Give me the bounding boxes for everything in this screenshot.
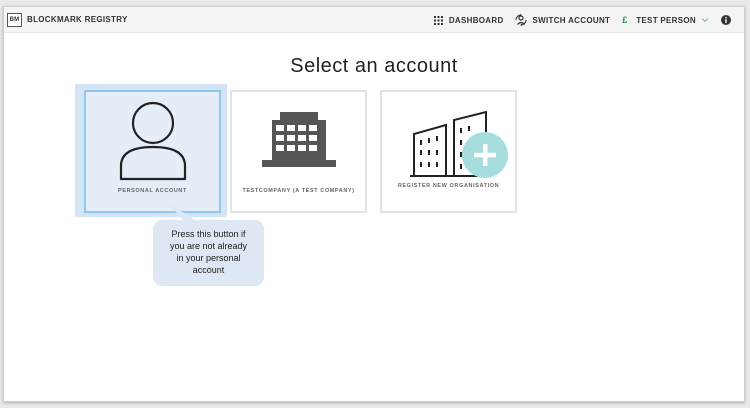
account-label: TESTCOMPANY (A TEST COMPANY) bbox=[242, 188, 355, 194]
switch-account-icon bbox=[515, 14, 527, 26]
user-menu[interactable]: TEST PERSON bbox=[636, 15, 696, 25]
currency-icon[interactable]: £ bbox=[622, 15, 628, 25]
page-title: Select an account bbox=[290, 55, 458, 77]
nav-menu bbox=[434, 7, 744, 33]
tooltip-line: you are not already bbox=[169, 241, 248, 251]
brand-name: BLOCKMARK REGISTRY bbox=[27, 15, 128, 24]
app-window bbox=[3, 6, 745, 402]
add-organisation-icon bbox=[382, 92, 515, 211]
info-icon[interactable] bbox=[721, 15, 731, 25]
grid-icon bbox=[434, 16, 443, 25]
switch-account-label: SWITCH ACCOUNT bbox=[532, 15, 611, 25]
dashboard-link[interactable] bbox=[434, 16, 504, 25]
tooltip-line: in your personal bbox=[176, 253, 241, 263]
brand-logo: BM bbox=[7, 13, 22, 27]
account-label: REGISTER NEW ORGANISATION bbox=[397, 183, 500, 189]
switch-account-link[interactable] bbox=[515, 14, 611, 26]
account-label: PERSONAL ACCOUNT bbox=[118, 188, 187, 194]
tooltip-arrow bbox=[4, 7, 264, 237]
dashboard-label: DASHBOARD bbox=[448, 15, 504, 25]
tooltip-line: account bbox=[192, 265, 225, 275]
tutorial-tooltip bbox=[153, 220, 264, 286]
register-organisation-card[interactable] bbox=[380, 90, 517, 213]
tooltip-line: Press this button if bbox=[171, 229, 246, 239]
chevron-down-icon[interactable] bbox=[701, 17, 709, 23]
